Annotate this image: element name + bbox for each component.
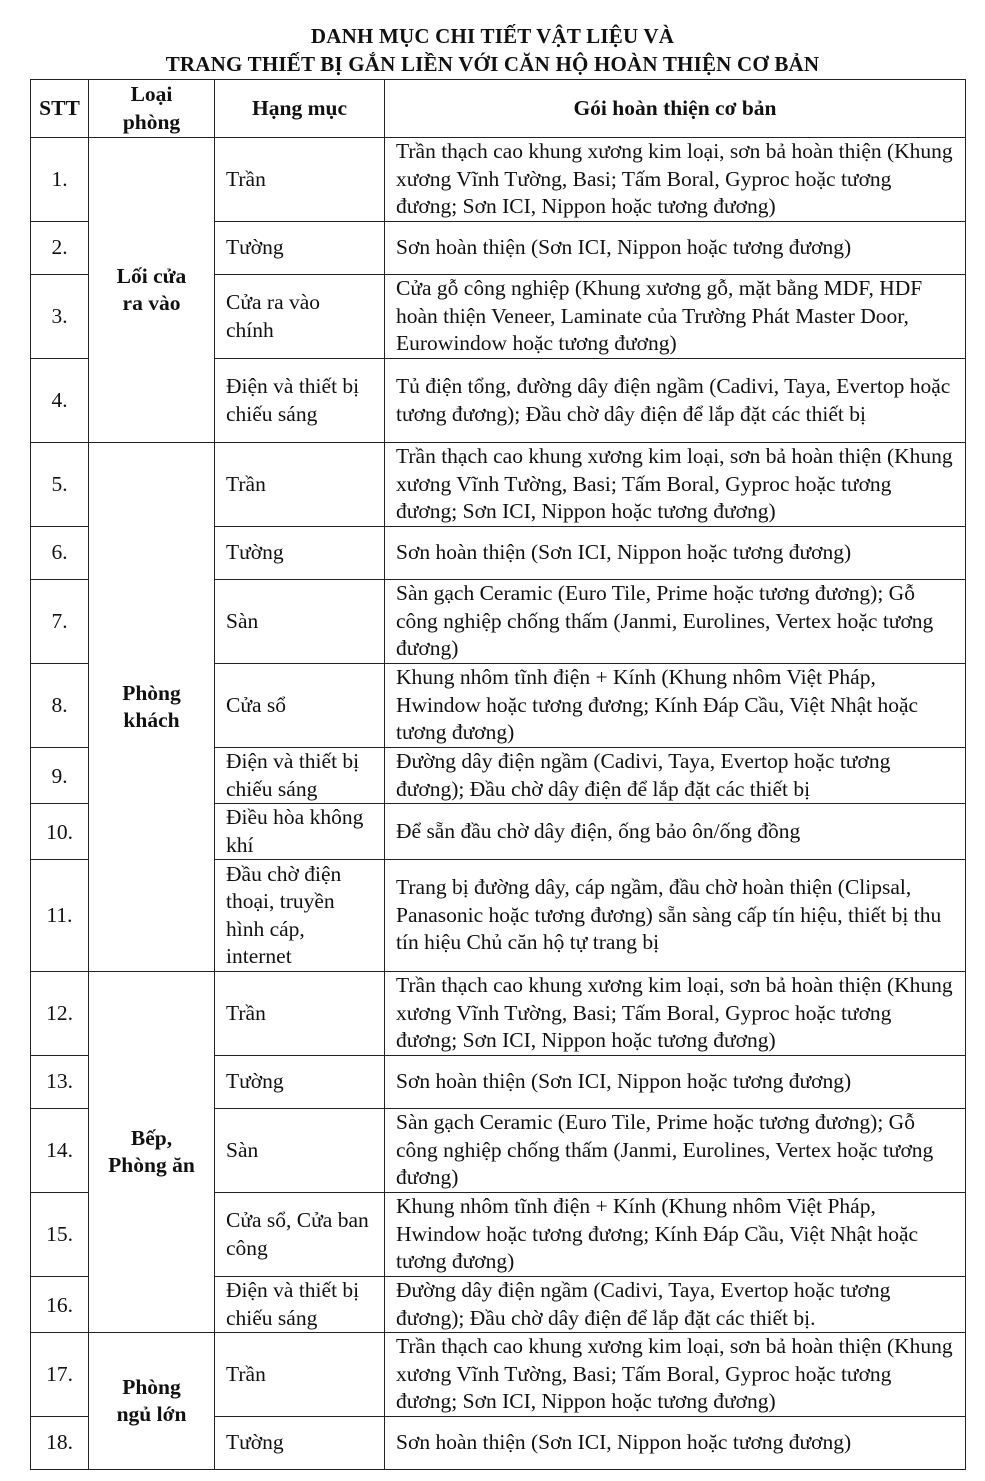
table-row — [31, 138, 966, 222]
row-number: 1. — [31, 138, 89, 222]
category-cell: Điện và thiết bị chiếu sáng — [215, 748, 385, 804]
room-type-cell: Lối cửa ra vào — [89, 138, 215, 443]
row-number: 9. — [31, 748, 89, 804]
package-cell: Cửa gỗ công nghiệp (Khung xương gỗ, mặt bằng MDF, HDF hoàn thiện Veneer, Laminate của Trường Phát Master Door, Eurowindow hoặc tương đương) — [385, 275, 966, 359]
row-number: 17. — [31, 1333, 89, 1417]
category-cell: Điện và thiết bị chiếu sáng — [215, 1277, 385, 1333]
title-line-1: DANH MỤC CHI TIẾT VẬT LIỆU VÀ — [310, 24, 675, 48]
package-cell: Sàn gạch Ceramic (Euro Tile, Prime hoặc tương đương); Gỗ công nghiệp chống thấm (Janmi, Eurolines, Vertex hoặc tương đương) — [385, 1109, 966, 1193]
package-cell: Sơn hoàn thiện (Sơn ICI, Nippon hoặc tương đương) — [385, 1417, 966, 1470]
package-cell: Khung nhôm tĩnh điện + Kính (Khung nhôm Việt Pháp, Hwindow hoặc tương đương; Kính Đáp Cầu, Việt Nhật hoặc tương đương) — [385, 1193, 966, 1277]
package-cell: Trần thạch cao khung xương kim loại, sơn bả hoàn thiện (Khung xương Vĩnh Tường, Basi; Tấm Boral, Gyproc hoặc tương đương; Sơn ICI, Nippon hoặc tương đương) — [385, 138, 966, 222]
materials-table — [30, 79, 966, 1470]
table-row — [31, 972, 966, 1056]
category-cell: Tường — [215, 1417, 385, 1470]
category-cell: Sàn — [215, 580, 385, 664]
category-cell: Đầu chờ điện thoại, truyền hình cáp, internet — [215, 860, 385, 972]
category-cell: Tường — [215, 527, 385, 580]
category-cell: Tường — [215, 222, 385, 275]
header-row — [31, 80, 966, 138]
header-stt: STT — [31, 80, 89, 138]
document-title — [0, 22, 985, 78]
title-line-2: TRANG THIẾT BỊ GẮN LIỀN VỚI CĂN HỘ HOÀN THIỆN CƠ BẢN — [165, 52, 820, 76]
row-number: 5. — [31, 443, 89, 527]
package-cell: Sàn gạch Ceramic (Euro Tile, Prime hoặc tương đương); Gỗ công nghiệp chống thấm (Janmi, Eurolines, Vertex hoặc tương đương) — [385, 580, 966, 664]
package-cell: Trần thạch cao khung xương kim loại, sơn bả hoàn thiện (Khung xương Vĩnh Tường, Basi; Tấm Boral, Gyproc hoặc tương đương; Sơn ICI, Nippon hoặc tương đương) — [385, 972, 966, 1056]
room-type-cell: Bếp, Phòng ăn — [89, 972, 215, 1333]
header-room-type: Loại phòng — [89, 80, 215, 138]
category-cell: Sàn — [215, 1109, 385, 1193]
header-category: Hạng mục — [215, 80, 385, 138]
category-cell: Điều hòa không khí — [215, 804, 385, 860]
row-number: 7. — [31, 580, 89, 664]
row-number: 11. — [31, 860, 89, 972]
row-number: 14. — [31, 1109, 89, 1193]
row-number: 8. — [31, 664, 89, 748]
category-cell: Cửa ra vào chính — [215, 275, 385, 359]
room-type-cell: Phòng ngủ lớn — [89, 1333, 215, 1470]
row-number: 15. — [31, 1193, 89, 1277]
category-cell: Cửa sổ — [215, 664, 385, 748]
room-type-cell: Phòng khách — [89, 443, 215, 972]
package-cell: Sơn hoàn thiện (Sơn ICI, Nippon hoặc tương đương) — [385, 527, 966, 580]
category-cell: Trần — [215, 443, 385, 527]
category-cell: Trần — [215, 972, 385, 1056]
category-cell: Tường — [215, 1056, 385, 1109]
category-cell: Trần — [215, 138, 385, 222]
table-row — [31, 1333, 966, 1417]
package-cell: Trần thạch cao khung xương kim loại, sơn bả hoàn thiện (Khung xương Vĩnh Tường, Basi; Tấm Boral, Gyproc hoặc tương đương; Sơn ICI, Nippon hoặc tương đương) — [385, 1333, 966, 1417]
package-cell: Khung nhôm tĩnh điện + Kính (Khung nhôm Việt Pháp, Hwindow hoặc tương đương; Kính Đáp Cầu, Việt Nhật hoặc tương đương) — [385, 664, 966, 748]
package-cell: Đường dây điện ngầm (Cadivi, Taya, Evertop hoặc tương đương); Đầu chờ dây điện để lắp đặt các thiết bị — [385, 748, 966, 804]
package-cell: Đường dây điện ngầm (Cadivi, Taya, Evertop hoặc tương đương); Đầu chờ dây điện để lắp đặt các thiết bị. — [385, 1277, 966, 1333]
package-cell: Tủ điện tổng, đường dây điện ngầm (Cadivi, Taya, Evertop hoặc tương đương); Đầu chờ dây điện để lắp đặt các thiết bị — [385, 359, 966, 443]
package-cell: Sơn hoàn thiện (Sơn ICI, Nippon hoặc tương đương) — [385, 1056, 966, 1109]
package-cell: Trần thạch cao khung xương kim loại, sơn bả hoàn thiện (Khung xương Vĩnh Tường, Basi; Tấm Boral, Gyproc hoặc tương đương; Sơn ICI, Nippon hoặc tương đương) — [385, 443, 966, 527]
category-cell: Điện và thiết bị chiếu sáng — [215, 359, 385, 443]
row-number: 3. — [31, 275, 89, 359]
row-number: 2. — [31, 222, 89, 275]
category-cell: Trần — [215, 1333, 385, 1417]
header-package: Gói hoàn thiện cơ bản — [385, 80, 966, 138]
row-number: 12. — [31, 972, 89, 1056]
row-number: 18. — [31, 1417, 89, 1470]
row-number: 13. — [31, 1056, 89, 1109]
row-number: 16. — [31, 1277, 89, 1333]
row-number: 6. — [31, 527, 89, 580]
package-cell: Trang bị đường dây, cáp ngầm, đầu chờ hoàn thiện (Clipsal, Panasonic hoặc tương đương) sẵn sàng cấp tín hiệu, thiết bị thu tín hiệu Chủ căn hộ tự trang bị — [385, 860, 966, 972]
table-row — [31, 443, 966, 527]
package-cell: Để sẵn đầu chờ dây điện, ống bảo ôn/ống đồng — [385, 804, 966, 860]
category-cell: Cửa sổ, Cửa ban công — [215, 1193, 385, 1277]
row-number: 4. — [31, 359, 89, 443]
row-number: 10. — [31, 804, 89, 860]
package-cell: Sơn hoàn thiện (Sơn ICI, Nippon hoặc tương đương) — [385, 222, 966, 275]
